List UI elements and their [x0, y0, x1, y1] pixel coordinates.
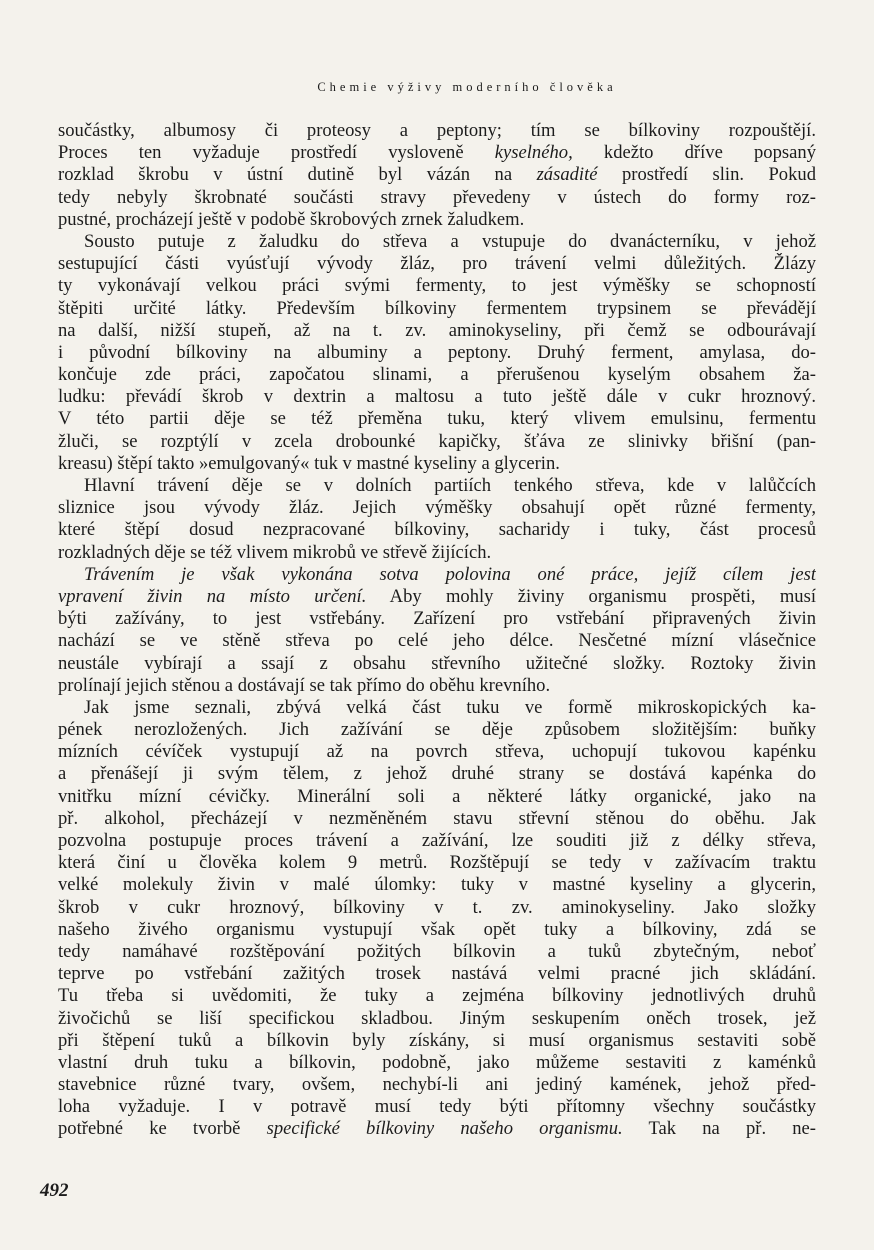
text-line: které štěpí dosud nezpracované bílkoviny, sacharidy i tuky, část procesů [58, 519, 816, 541]
text-line: končuje zde práci, započatou slinami, a přerušenou kyselým obsahem ža- [58, 364, 816, 386]
text-line: sestupující části vyúsťují vývody žláz, pro trávení velmi důležitých. Žlázy [58, 253, 816, 275]
text-line: prolínají jejich stěnou a dostávají se tak přímo do oběhu krevního. [58, 674, 551, 696]
text-line: nachází se ve stěně střeva po celé jeho délce. Nesčetné mízní vlásečnice [58, 630, 816, 652]
text-line: př. alkohol, přecházejí v nezměněném stavu střevní stěnou do oběhu. Jak [58, 807, 816, 829]
text-line: neustále vybírají a ssají z obsahu střevního užitečné složky. Roztoky živin [58, 652, 816, 674]
text-line: velké molekuly živin v malé úlomky: tuky v mastné kyseliny a glycerin, [58, 874, 816, 896]
text-line: našeho živého organismu vystupují však opět tuky a bílkoviny, zdá se [58, 918, 816, 940]
text-line: která činí u člověka kolem 9 metrů. Rozštěpují se tedy v zažívacím traktu [58, 852, 816, 874]
text-line: loha vyžaduje. I v potravě musí tedy býti přítomny všechny součástky [58, 1096, 816, 1118]
text-line: Sousto putuje z žaludku do střeva a vstupuje do dvanácterníku, v jehož [84, 230, 816, 252]
text-line: žluči, se rozptýlí v zcela drobounké kapičky, šťáva ze slinivky břišní (pan- [58, 430, 816, 452]
text-line: živočichů se liší specifickou skladbou. Jiným seskupením oněch trosek, jež [58, 1007, 816, 1029]
text-line: i původní bílkoviny na albuminy a peptony. Druhý ferment, amylasa, do- [58, 341, 816, 363]
text-line: rozkladných děje se též vlivem mikrobů ve střevě žijících. [58, 541, 492, 563]
text-line: Hlavní trávení děje se v dolních partiích tenkého střeva, kde v lalůčcích [84, 475, 816, 496]
text-line: a přenášejí ji svým tělem, z jehož druhé strany se dostává kapénka do [58, 763, 816, 785]
text-line: součástky, albumosy či proteosy a peptony; tím se bílkoviny rozpouštějí. [58, 120, 816, 141]
text-line: vlastní druh tuku a bílkovin, podobně, jako můžeme sestaviti z kaménků [58, 1051, 816, 1073]
text-line: na další, nižší stupeň, až na t. zv. aminokyseliny, při čemž se odbourávají [58, 319, 816, 341]
text-line: sliznice jsou vývody žláz. Jejich výměšky obsahují opět různé fermenty, [58, 497, 816, 519]
text-line: mízních cévíček vystupují až na povrch střeva, uchopují tukovou kapénku [58, 741, 816, 763]
text-line: pének nerozložených. Jich zažívání se děje způsobem složitějším: buňky [58, 719, 816, 741]
text-line: štěpiti určité látky. Především bílkoviny fermentem trypsinem se převádějí [58, 297, 816, 319]
text-line: škrob v cukr hroznový, bílkoviny v t. zv. aminokyseliny. Jako složky [58, 896, 816, 918]
text-line: tedy nebyly škrobnaté součásti stravy převedeny v ústech do formy roz- [58, 186, 816, 208]
text-line: Tu třeba si uvědomiti, že tuky a zejména bílkoviny jednotlivých druhů [58, 985, 816, 1007]
text-line: pozvolna postupuje proces trávení a zažívání, lze souditi již z délky střeva, [58, 830, 816, 851]
running-head: Chemie výživy moderního člověka [317, 80, 617, 94]
text-line: Jak jsme seznali, zbývá velká část tuku ve formě mikroskopických ka- [84, 696, 816, 718]
text-line: teprve po vstřebání zažitých trosek nastává velmi pracné jich skládání. [58, 963, 816, 985]
text-line: vnitřku mízní cévičky. Minerální soli a některé látky organické, jako na [58, 785, 816, 807]
text-line: kreasu) štěpí takto »emulgovaný« tuk v mastné kyseliny a glycerin. [58, 452, 560, 474]
text-line: Trávením je však vykonána sotva polovina oné práce, jejíž cílem jest [84, 563, 816, 585]
body-text [58, 120, 816, 1141]
text-line: ty vykonávají velkou práci svými fermenty, to jest výměšky se schopností [58, 275, 816, 297]
page-number: 492 [40, 1180, 69, 1201]
text-line: rozklad škrobu v ústní dutině byl vázán na zásadité prostředí slin. Pokud [58, 164, 816, 186]
text-line: stavebnice různé tvary, ovšem, nechybí-li ani jediný kamének, jehož před- [58, 1074, 816, 1096]
text-line: Proces ten vyžaduje prostředí vysloveně kyselného, kdežto dříve popsaný [58, 142, 816, 164]
text-line: býti zažívány, to jest vstřebány. Zařízení pro vstřebání připravených živin [58, 608, 816, 630]
text-line: potřebné ke tvorbě specifické bílkoviny našeho organismu. Tak na př. ne- [58, 1118, 816, 1140]
text-line: tedy namáhavé rozštěpování požitých bílkovin a tuků zbytečným, neboť [58, 940, 816, 962]
text-line: při štěpení tuků a bílkovin byly získány, si musí organismus sestaviti sobě [58, 1029, 816, 1051]
text-line: ludku: převádí škrob v dextrin a maltosu a tuto ještě dále v cukr hroznový. [58, 386, 816, 408]
text-line: vpravení živin na místo určení. Aby mohly živiny organismu prospěti, musí [58, 585, 816, 607]
text-line: pustné, procházejí ještě v podobě škrobových zrnek žaludkem. [58, 208, 525, 230]
text-line: V této partii děje se též přeměna tuku, který vlivem emulsinu, fermentu [58, 408, 816, 430]
